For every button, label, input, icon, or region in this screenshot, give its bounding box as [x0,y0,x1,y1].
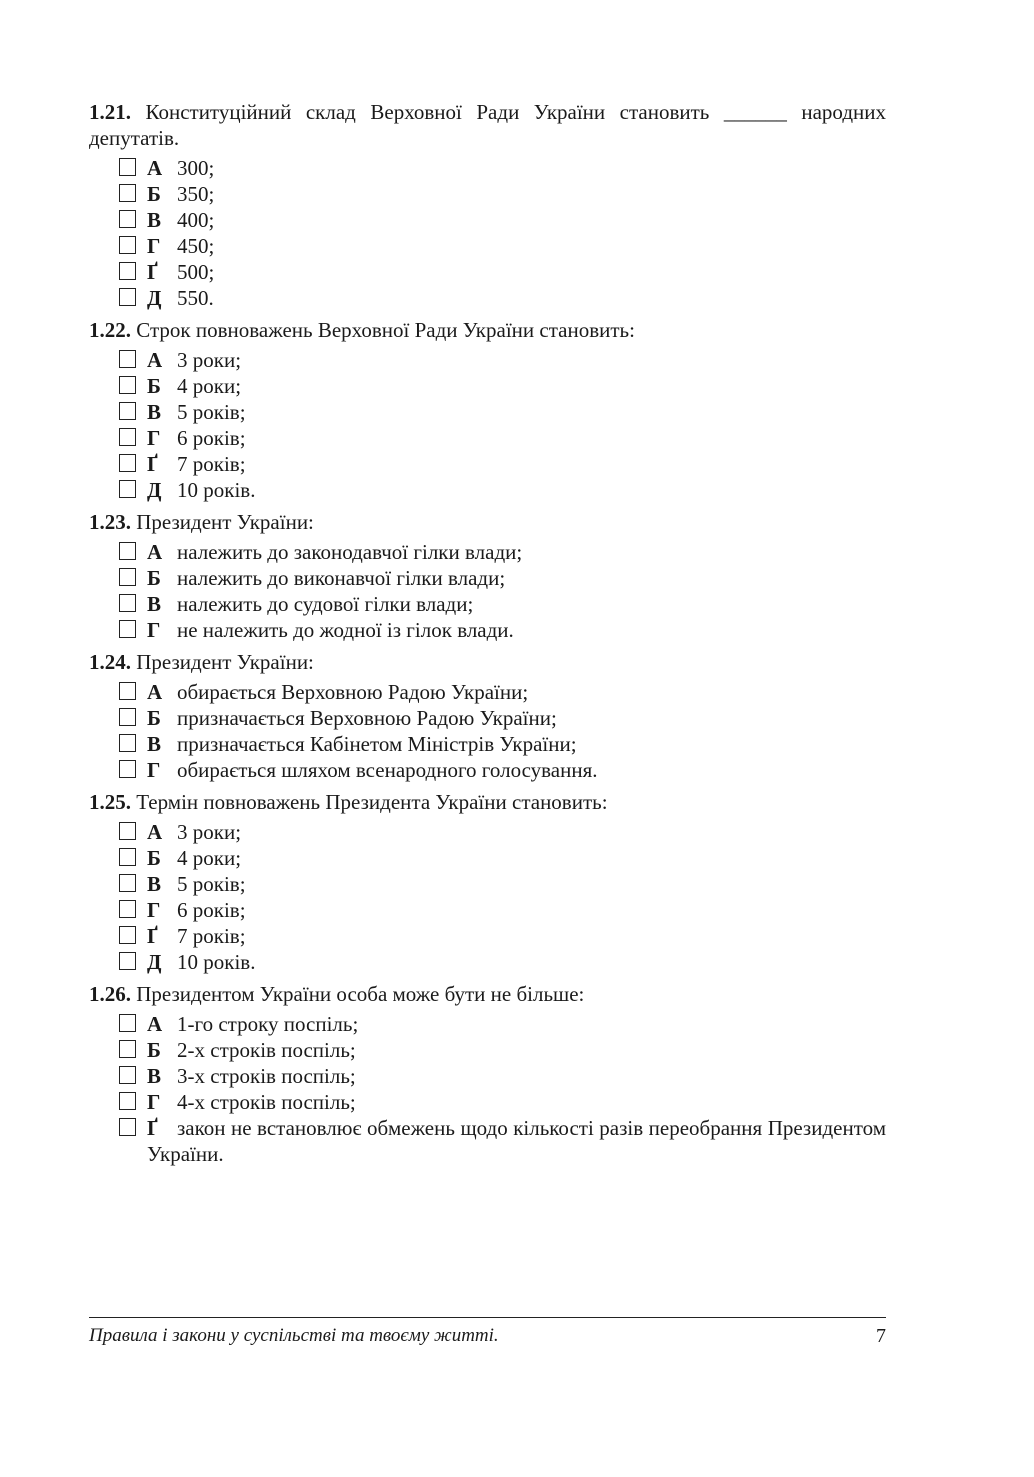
answer-option [89,399,886,425]
answer-checkbox[interactable] [119,158,136,176]
question-body: Конституційний склад Верховної Ради України становить ______ народних депутатів. [89,100,886,150]
option-text: 3 роки; [177,820,242,844]
answer-option [89,617,886,643]
answer-checkbox[interactable] [119,402,136,420]
answer-option [89,347,886,373]
option-text: не належить до жодної із гілок влади. [177,618,514,642]
answer-options [89,819,886,975]
option-text: 6 років; [177,898,246,922]
question-number: 1.25. [89,790,131,814]
option-letter: Б [147,1038,161,1062]
option-text: належить до законодавчої гілки влади; [177,540,523,564]
answer-checkbox[interactable] [119,682,136,700]
option-letter: Г [147,758,161,782]
answer-checkbox[interactable] [119,480,136,498]
option-text: 6 років; [177,426,246,450]
option-letter: Ґ [147,260,158,284]
option-letter: Д [147,286,162,310]
option-text: 550. [177,286,214,310]
answer-checkbox[interactable] [119,428,136,446]
question-text [89,649,886,675]
answer-option [89,897,886,923]
option-letter: Г [147,1090,161,1114]
answer-options [89,539,886,643]
answer-checkbox[interactable] [119,262,136,280]
question [89,317,886,503]
option-letter: В [147,872,162,896]
option-text: 350; [177,182,215,206]
answer-option [89,285,886,311]
question-text [89,789,886,815]
option-text: обирається шляхом всенародного голосування. [177,758,598,782]
answer-option [89,871,886,897]
answer-option [89,923,886,949]
answer-checkbox[interactable] [119,822,136,840]
option-letter: Д [147,950,162,974]
option-text: призначається Кабінетом Міністрів України; [177,732,577,756]
answer-checkbox[interactable] [119,848,136,866]
option-text: 3-х строків поспіль; [177,1064,356,1088]
answer-option [89,1037,886,1063]
option-letter: Б [147,374,161,398]
answer-checkbox[interactable] [119,708,136,726]
page-footer [89,1317,886,1347]
answer-option [89,207,886,233]
answer-checkbox[interactable] [119,184,136,202]
answer-option [89,233,886,259]
option-letter: В [147,208,162,232]
option-text: 7 років; [177,452,246,476]
option-text: обирається Верховною Радою України; [177,680,529,704]
option-letter: А [147,156,163,180]
option-letter: Ґ [147,452,158,476]
option-text: призначається Верховною Радою України; [177,706,557,730]
option-letter: Б [147,182,161,206]
answer-option [89,451,886,477]
option-letter: В [147,592,162,616]
option-text: 3 роки; [177,348,242,372]
answer-checkbox[interactable] [119,620,136,638]
answer-option [89,1089,886,1115]
answer-option [89,565,886,591]
question [89,789,886,975]
option-text: 4-х строків поспіль; [177,1090,356,1114]
answer-option [89,477,886,503]
answer-option [89,679,886,705]
answer-options [89,347,886,503]
option-letter: Б [147,846,161,870]
option-letter: Ґ [147,1116,158,1140]
option-text: належить до виконавчої гілки влади; [177,566,506,590]
answer-checkbox[interactable] [119,236,136,254]
answer-checkbox[interactable] [119,1118,136,1136]
question-text [89,509,886,535]
page-number: 7 [876,1325,886,1347]
question-text [89,981,886,1007]
answer-option [89,539,886,565]
answer-checkbox[interactable] [119,454,136,472]
answer-options [89,1011,886,1167]
answer-options [89,679,886,783]
option-text: належить до судової гілки влади; [177,592,474,616]
option-text: 4 роки; [177,374,242,398]
answer-checkbox[interactable] [119,1066,136,1084]
question-number: 1.21. [89,100,131,124]
answer-checkbox[interactable] [119,350,136,368]
answer-checkbox[interactable] [119,594,136,612]
answer-option [89,181,886,207]
option-text: 10 років. [177,478,256,502]
answer-checkbox[interactable] [119,952,136,970]
question-body: Президент України: [136,510,314,534]
option-text: 5 років; [177,872,246,896]
option-letter: Г [147,234,161,258]
answer-option [89,1063,886,1089]
answer-option [89,819,886,845]
option-letter: Г [147,618,161,642]
answer-option [89,1011,886,1037]
question-body: Президент України: [136,650,314,674]
question-number: 1.26. [89,982,131,1006]
answer-checkbox[interactable] [119,926,136,944]
answer-option [89,705,886,731]
option-letter: В [147,400,162,424]
option-text: 4 роки; [177,846,242,870]
option-text: 5 років; [177,400,246,424]
answer-option [89,757,886,783]
answer-checkbox[interactable] [119,1040,136,1058]
answer-checkbox[interactable] [119,900,136,918]
answer-option [89,373,886,399]
option-text: 2-х строків поспіль; [177,1038,356,1062]
answer-options [89,155,886,311]
answer-checkbox[interactable] [119,874,136,892]
question [89,981,886,1167]
answer-checkbox[interactable] [119,210,136,228]
option-text: 400; [177,208,215,232]
option-letter: А [147,1012,163,1036]
answer-checkbox[interactable] [119,568,136,586]
question [89,99,886,311]
question-number: 1.24. [89,650,131,674]
question-text [89,317,886,343]
option-letter: В [147,732,162,756]
footer-text: Правила і закони у суспільстві та твоєму житті. [89,1325,499,1346]
question-list [89,99,886,1173]
answer-checkbox[interactable] [119,1014,136,1032]
option-letter: Д [147,478,162,502]
option-letter: Б [147,566,161,590]
option-letter: А [147,820,163,844]
answer-checkbox[interactable] [119,376,136,394]
option-letter: А [147,680,163,704]
option-letter: Г [147,426,161,450]
answer-option [89,949,886,975]
answer-option [89,155,886,181]
option-text: 500; [177,260,215,284]
answer-option [89,845,886,871]
option-text: 450; [177,234,215,258]
answer-checkbox[interactable] [119,1092,136,1110]
answer-checkbox[interactable] [119,760,136,778]
answer-checkbox[interactable] [119,542,136,560]
option-letter: А [147,540,163,564]
answer-option [89,425,886,451]
option-letter: Б [147,706,161,730]
answer-option [89,1115,886,1167]
option-letter: А [147,348,163,372]
question-body: Президентом України особа може бути не більше: [136,982,585,1006]
question-body: Строк повноважень Верховної Ради України становить: [136,318,635,342]
option-letter: Г [147,898,161,922]
option-text: 10 років. [177,950,256,974]
question-number: 1.23. [89,510,131,534]
option-text: 7 років; [177,924,246,948]
answer-option [89,731,886,757]
option-text: 300; [177,156,215,180]
answer-option [89,591,886,617]
question-number: 1.22. [89,318,131,342]
option-letter: Ґ [147,924,158,948]
answer-option [89,259,886,285]
option-text: закон не встановлює обмежень щодо кількості разів переобрання Президентом України. [147,1116,886,1166]
option-letter: В [147,1064,162,1088]
question-body: Термін повноважень Президента України становить: [136,790,608,814]
answer-checkbox[interactable] [119,734,136,752]
option-text: 1-го строку поспіль; [177,1012,359,1036]
question [89,509,886,643]
answer-checkbox[interactable] [119,288,136,306]
question [89,649,886,783]
question-text [89,99,886,151]
